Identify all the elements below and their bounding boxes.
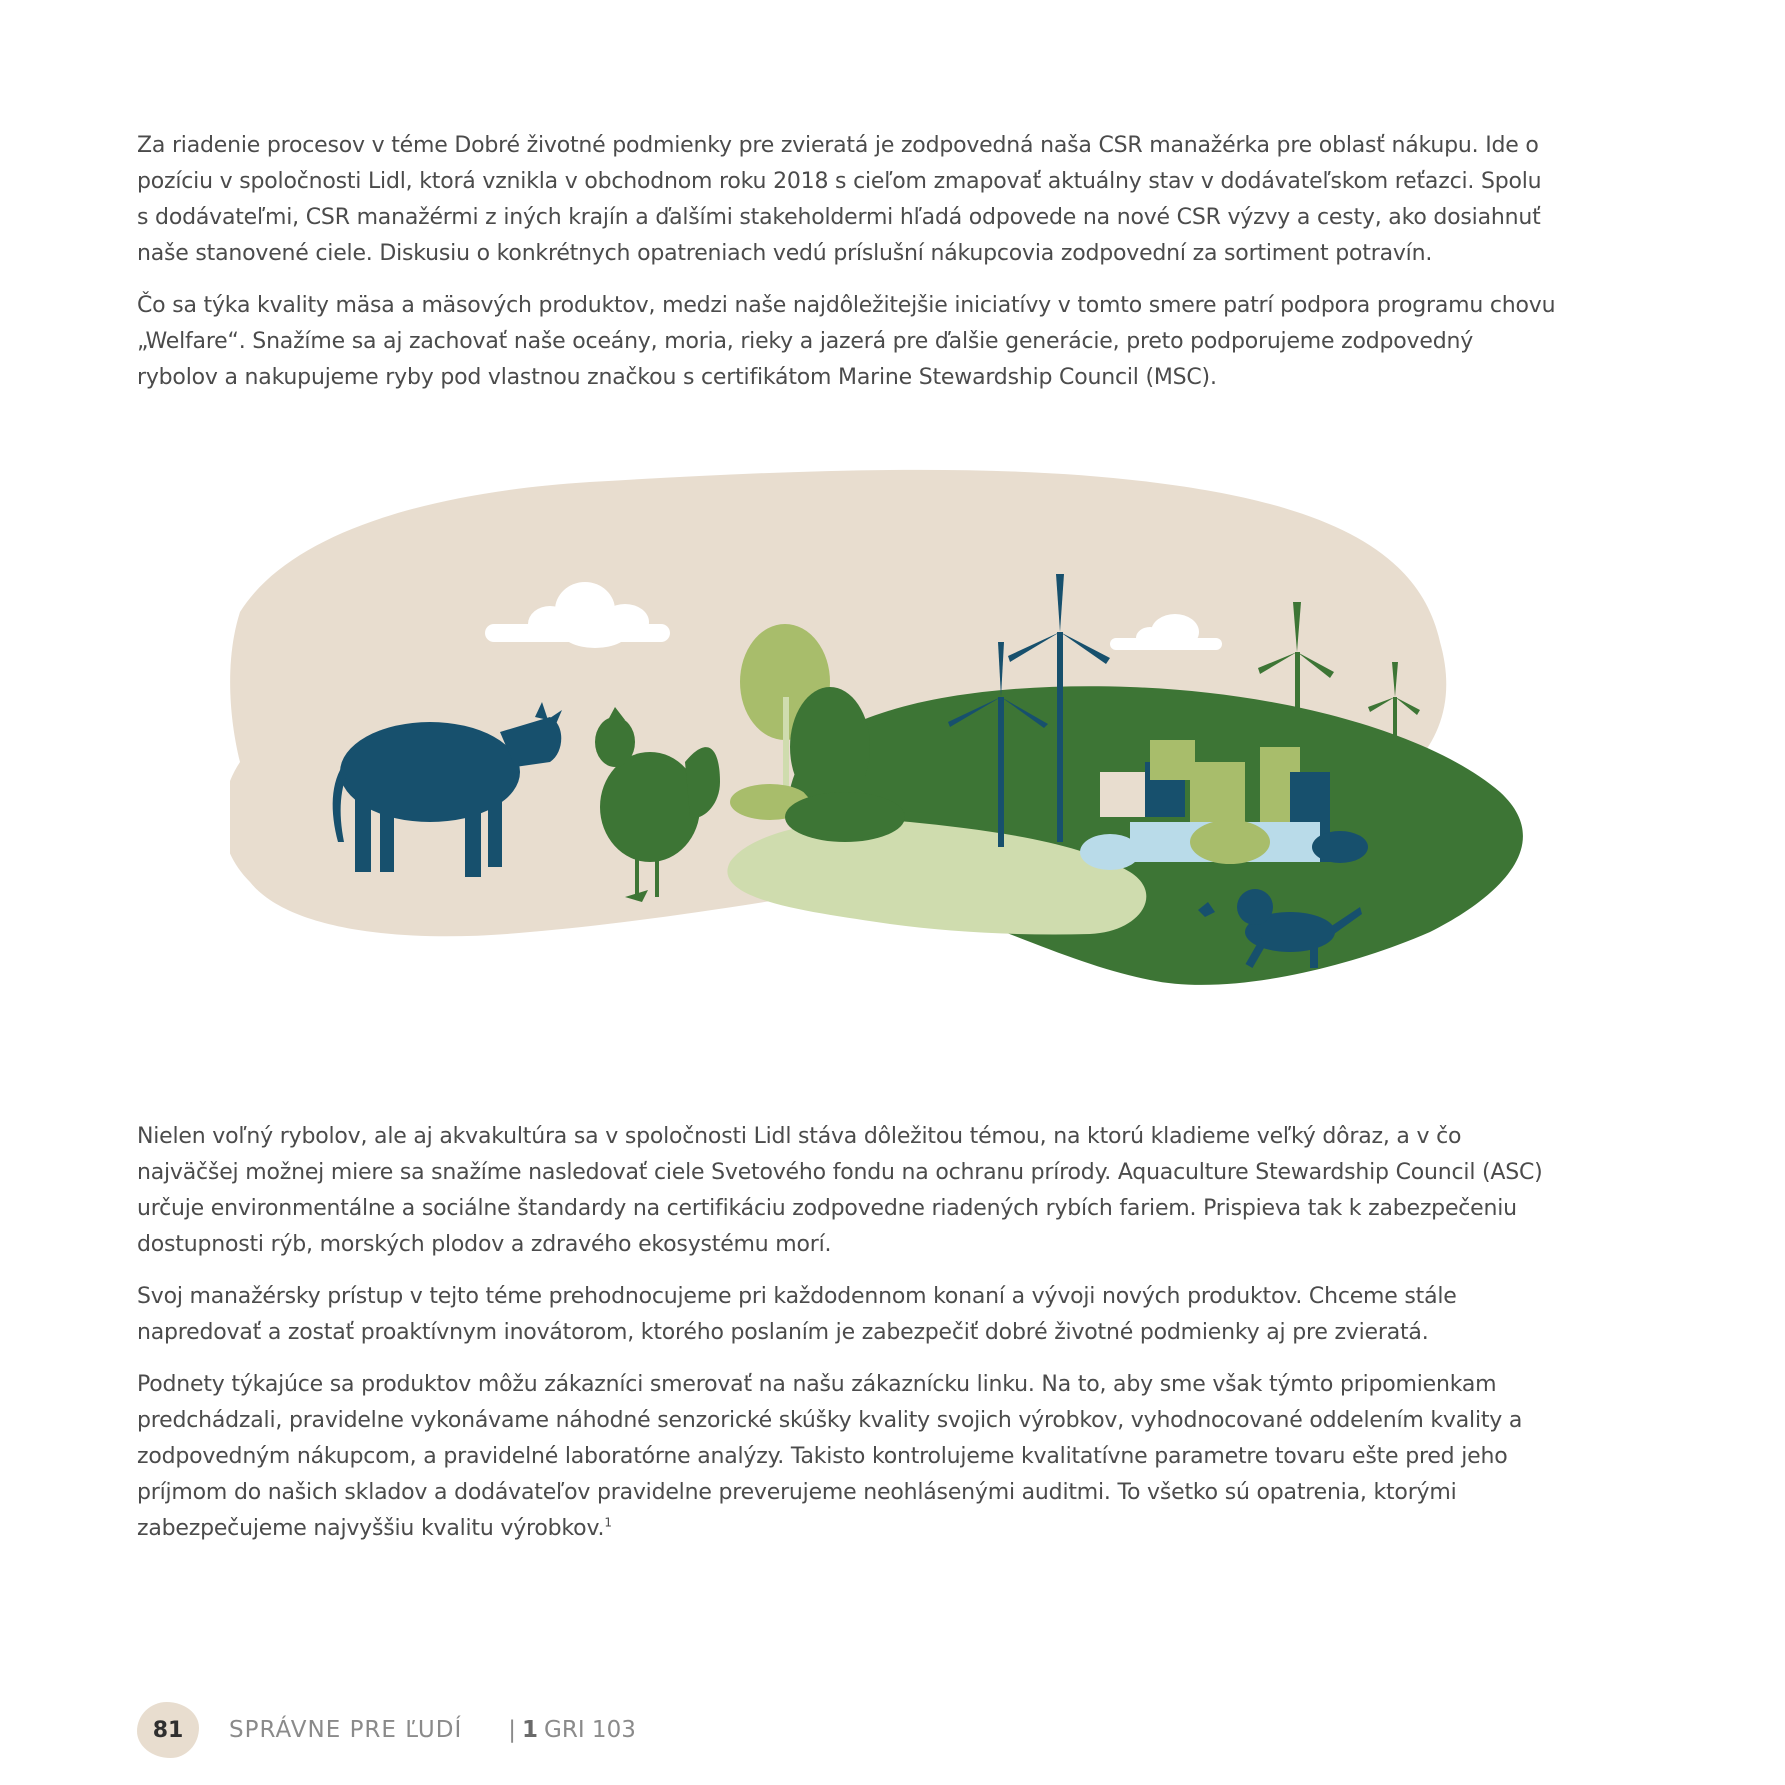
paragraph: Svoj manažérsky prístup v tejto téme prehodnocujeme pri každodennom konaní a vývoji nových produktov. Chceme stále napredovať a zostať proaktívnym inovátorom, ktorého poslaním je zabezpečiť dobré životné podmienky aj pre zvieratá. bbox=[137, 1284, 1457, 1345]
footnote-marker[interactable]: 1 bbox=[604, 1515, 612, 1530]
reference-number: 1 bbox=[522, 1717, 539, 1743]
page-footer bbox=[137, 1700, 636, 1760]
page-number-badge bbox=[137, 1702, 199, 1758]
paragraph bbox=[137, 1367, 1557, 1547]
section-title[interactable]: SPRÁVNE PRE ĽUDÍ bbox=[229, 1717, 463, 1743]
reference-separator: | bbox=[508, 1717, 517, 1743]
body-text bbox=[137, 1119, 1557, 1563]
farm-landscape-illustration bbox=[230, 462, 1590, 1082]
paragraph: Čo sa týka kvality mäsa a mäsových produktov, medzi naše najdôležitejšie iniciatívy v tomto smere patrí podpora programu chovu „Welfare“. Snažíme sa aj zachovať naše oceány, moria, rieky a jazerá pre ďalšie generácie, preto podporujeme zodpovedný rybolov a nakupujeme ryby pod vlastnou značkou s certifikátom Marine Stewardship Council (MSC). bbox=[137, 293, 1556, 390]
reference-label: GRI 103 bbox=[544, 1717, 636, 1743]
paragraph: Za riadenie procesov v téme Dobré životné podmienky pre zvieratá je zodpovedná naša CSR manažérka pre oblasť nákupu. Ide o pozíciu v spoločnosti Lidl, ktorá vznikla v obchodnom roku 2018 s cieľom zmapovať aktuálny stav v dodávateľskom reťazci. Spolu s dodávateľmi, CSR manažérmi z iných krajín a ďalšími stakeholdermi hľadá odpovede na nové CSR výzvy a cesty, ako dosiahnuť naše stanovené ciele. Diskusiu o konkrétnych opatreniach vedú príslušní nákupcovia zodpovední za sortiment potravín. bbox=[137, 133, 1542, 266]
intro-text bbox=[137, 128, 1557, 412]
page-number: 81 bbox=[152, 1717, 184, 1743]
gri-reference[interactable] bbox=[508, 1717, 636, 1743]
paragraph: Nielen voľný rybolov, ale aj akvakultúra sa v spoločnosti Lidl stáva dôležitou témou, na ktorú kladieme veľký dôraz, a v čo najväčšej možnej miere sa snažíme nasledovať ciele Svetového fondu na ochranu prírody. Aquaculture Stewardship Council (ASC) určuje environmentálne a sociálne štandardy na certifikáciu zodpovedne riadených rybích fariem. Prispieva tak k zabezpečeniu dostupnosti rýb, morských plodov a zdravého ekosystému morí. bbox=[137, 1124, 1543, 1257]
paragraph-text: Podnety týkajúce sa produktov môžu zákazníci smerovať na našu zákaznícku linku. Na to, aby sme však týmto pripomienkam predchádzali, pravidelne vykonávame náhodné senzorické skúšky kvality svojich výrobkov, vyhodnocované oddelením kvality a zodpovedným nákupcom, a pravidelné laboratórne analýzy. Takisto kontrolujeme kvalitatívne parametre tovaru ešte pred jeho príjmom do našich skladov a dodávateľov pravidelne preverujeme neohlásenými auditmi. To všetko sú opatrenia, ktorými zabezpečujeme najvyššiu kvalitu výrobkov. bbox=[137, 1372, 1523, 1541]
